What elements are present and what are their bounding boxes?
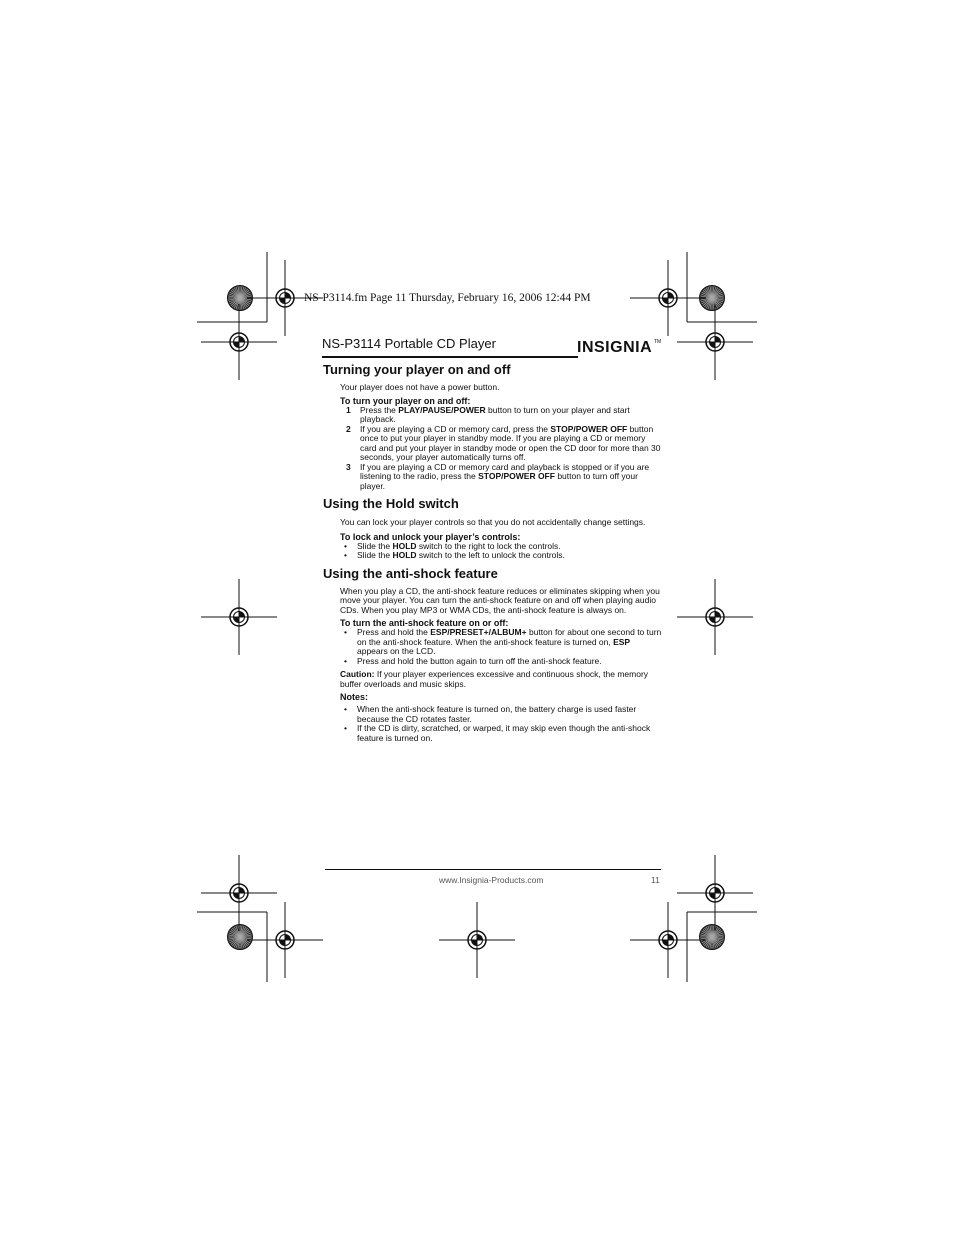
insignia-logo: INSIGNIA bbox=[577, 339, 653, 356]
header-title: NS-P3114 Portable CD Player bbox=[322, 336, 496, 351]
note-1: • When the anti-shock feature is turned on, the battery charge is used faster because the CD rotates faster. bbox=[344, 704, 637, 724]
registration-target bbox=[201, 304, 277, 380]
section-power bbox=[340, 383, 663, 491]
shock-bullet-1: • Press and hold the ESP/PRESET+/ALBUM+ button for about one second to turn on the anti-shock feature. When the anti-shock feature is turned on, ESP appears on the LCD. bbox=[344, 627, 662, 656]
registration-target bbox=[677, 579, 753, 655]
power-procedure-title: To turn your player on and off: bbox=[340, 395, 471, 406]
hold-procedure-title: To lock and unlock your player’s controls: bbox=[340, 531, 521, 542]
logo-trademark: TM bbox=[654, 339, 662, 345]
shock-intro: When you play a CD, the anti-shock feature reduces or eliminates skipping when you move your player. You can turn the anti-shock feature on and off when playing audio CDs. When you play MP3 or WMA CDs, the anti-shock feature is always on. bbox=[340, 585, 660, 615]
hold-bullet-1: • Slide the HOLD switch to the right to lock the controls. bbox=[344, 540, 561, 551]
registration-target bbox=[677, 304, 753, 380]
section-hold bbox=[340, 518, 663, 561]
shock-bullet-2: • Press and hold the button again to turn off the anti-shock feature. bbox=[344, 655, 602, 666]
registration-target bbox=[630, 260, 706, 336]
registration-target bbox=[630, 902, 706, 978]
power-step-3: 3 If you are playing a CD or memory card and playback is stopped or if you are listening to the radio, press the STOP/POWER OFF button to turn off your player. bbox=[346, 461, 650, 491]
starburst-mark-bottom-right bbox=[700, 925, 725, 950]
hold-bullet-2: • Slide the HOLD switch to the left to unlock the controls. bbox=[344, 550, 565, 560]
registration-target bbox=[677, 855, 753, 931]
caution-note: Caution: If your player experiences excessive and continuous shock, the memory buffer overloads and music skips. bbox=[340, 669, 649, 689]
file-slug: NS-P3114.fm Page 11 Thursday, February 16, 2006 12:44 PM bbox=[304, 292, 591, 304]
power-intro: Your player does not have a power button. bbox=[340, 382, 500, 392]
shock-procedure-title: To turn the anti-shock feature on or off: bbox=[340, 618, 509, 628]
registration-target bbox=[439, 902, 515, 978]
page-number: 11 bbox=[651, 875, 660, 885]
power-step-1: 1 Press the PLAY/PAUSE/POWER button to turn on your player and start playback. bbox=[346, 404, 630, 424]
note-2: • If the CD is dirty, scratched, or warped, it may skip even though the anti-shock feature is turned on. bbox=[344, 723, 651, 743]
footer-rule bbox=[325, 869, 661, 870]
registration-target bbox=[247, 902, 323, 978]
main-content bbox=[323, 361, 663, 743]
heading-hold: Using the Hold switch bbox=[323, 496, 459, 511]
notes-label: Notes: bbox=[340, 692, 369, 702]
footer-url: www.Insignia-Products.com bbox=[439, 875, 544, 885]
hold-intro: You can lock your player controls so that you do not accidentally change settings. bbox=[340, 517, 646, 527]
heading-shock: Using the anti-shock feature bbox=[323, 565, 498, 581]
registration-target bbox=[201, 579, 277, 655]
header-rule bbox=[322, 356, 578, 358]
power-step-2: 2 If you are playing a CD or memory card, press the STOP/POWER OFF button once to put your player in standby mode. If you are playing a CD or memory card and put your player in standby mode or open the CD door for more than 30 seconds, your player automatically turns off. bbox=[346, 423, 661, 462]
registration-target bbox=[201, 855, 277, 931]
section-shock bbox=[340, 587, 663, 744]
heading-power: Turning your player on and off bbox=[323, 362, 511, 377]
starburst-mark-bottom-left bbox=[228, 925, 253, 950]
